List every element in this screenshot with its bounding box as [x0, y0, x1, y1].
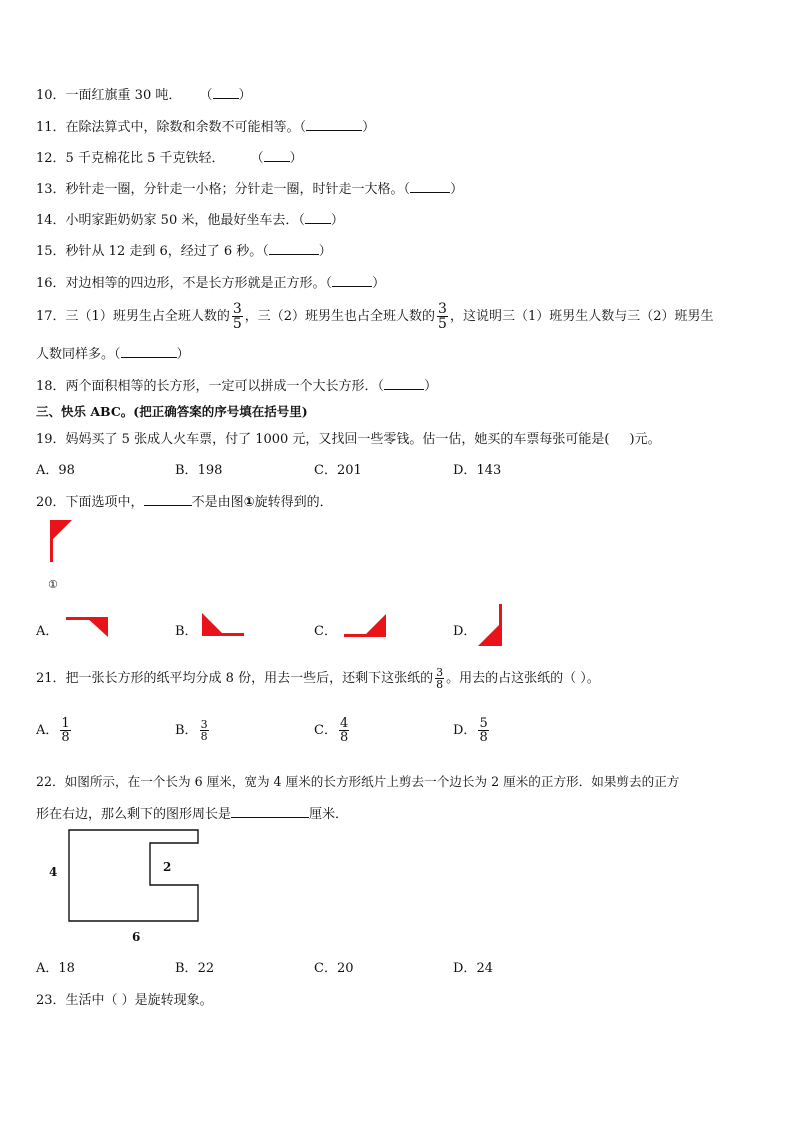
flag-triangle [86, 617, 108, 637]
question-text: 妈妈买了 5 张成人火车票，付了 1000 元，又找回一些零钱。估一估，她买的车票每张可能是( [65, 432, 610, 447]
question-text: 形在右边，那么剩下的图形周长是 [36, 807, 232, 822]
question-15 [36, 240, 332, 259]
question-21 [36, 660, 600, 698]
option-label: C． [314, 463, 337, 478]
fraction-denominator: 8 [61, 730, 70, 745]
answer-blank[interactable] [305, 211, 331, 224]
fraction-numerator: 1 [61, 716, 70, 731]
option-d[interactable] [453, 957, 493, 976]
question-number: 12． [36, 151, 66, 166]
option-value: 201 [336, 463, 362, 478]
option-label: C． [314, 723, 337, 738]
option-d[interactable]: D． [453, 624, 477, 639]
option-b[interactable] [175, 459, 222, 478]
question-text: 秒针从 12 走到 6，经过了 6 秒。（ [65, 244, 269, 259]
answer-blank[interactable] [410, 180, 450, 193]
fraction-denominator: 8 [200, 730, 208, 743]
option-fraction [478, 717, 488, 744]
option-d-figure[interactable] [478, 604, 504, 648]
answer-paren-close: ） [362, 120, 376, 135]
question-text: 厘米． [309, 807, 349, 822]
circled-one: ① [243, 495, 255, 510]
question-text: 下面选项中， [65, 495, 144, 510]
option-label: C． [314, 961, 337, 976]
fraction-numerator: 5 [479, 716, 488, 731]
option-label: D． [453, 723, 477, 738]
question-number: 16． [36, 276, 66, 291]
option-label: A． [36, 723, 59, 738]
option-fraction [60, 717, 70, 744]
option-value: 98 [58, 463, 75, 478]
question-text: 对边相等的四边形，不是长方形就是正方形。（ [65, 276, 333, 291]
answer-paren-close: ） [318, 244, 332, 259]
fraction-denominator: 8 [436, 678, 444, 691]
question-number: 10． [36, 88, 66, 103]
answer-blank[interactable] [384, 377, 424, 390]
answer-blank[interactable] [269, 242, 319, 255]
answer-blank[interactable] [231, 805, 309, 818]
question-10 [36, 84, 252, 103]
rectangle-outline [69, 830, 198, 921]
question-number: 14． [36, 213, 66, 228]
flag-triangle [50, 520, 72, 542]
question-number: 13． [36, 182, 66, 197]
question-tail: )元。 [629, 432, 661, 447]
fraction-denominator: 5 [232, 316, 242, 332]
answer-blank[interactable] [332, 274, 372, 287]
option-label: B． [175, 463, 198, 478]
answer-paren-open: （ [199, 88, 213, 103]
answer-blank[interactable] [121, 345, 177, 358]
fraction-denominator: 8 [479, 730, 488, 745]
fraction-numerator: 3 [232, 301, 242, 317]
option-a[interactable] [36, 459, 75, 478]
fraction-three-eighths [435, 667, 444, 690]
option-label: A． [36, 463, 59, 478]
answer-paren-close: ） [424, 379, 438, 394]
option-value: 24 [476, 961, 493, 976]
question-text: 如图所示，在一个长为 6 厘米，宽为 4 厘米的长方形纸片上剪去一个边长为 2 厘米的正方形．如果剪去的正方 [64, 774, 680, 789]
option-b[interactable] [175, 957, 214, 976]
option-value: 20 [336, 961, 354, 976]
question-text: 5 千克棉花比 5 千克铁轻． [65, 151, 225, 166]
question-number: 15． [36, 244, 66, 259]
figure-label: ① [48, 578, 58, 591]
option-c[interactable] [314, 957, 354, 976]
fraction-three-fifths [437, 302, 448, 331]
option-fraction [200, 719, 209, 742]
option-value: 18 [58, 961, 75, 976]
option-fraction [339, 717, 349, 744]
question-text-part1: 三（1）班男生占全班人数的 [65, 309, 230, 324]
question-text: 秒针走一圈，分针走一小格；分针走一圈，时针走一大格。（ [65, 182, 411, 197]
fraction-three-fifths [232, 302, 243, 331]
fraction-numerator: 3 [200, 718, 208, 731]
question-number: 22． [36, 774, 65, 789]
flag-figure [50, 520, 76, 562]
question-17-line2 [36, 343, 190, 362]
option-d[interactable] [453, 459, 501, 478]
flag-triangle [202, 613, 223, 634]
option-value: 22 [197, 961, 215, 976]
option-c-figure[interactable] [344, 614, 388, 638]
option-c[interactable] [314, 712, 351, 750]
question-11 [36, 116, 375, 135]
question-text: 不是由图 [191, 495, 244, 510]
option-a[interactable]: A． [36, 624, 59, 639]
option-value: 198 [197, 463, 223, 478]
option-a[interactable] [36, 712, 73, 750]
question-number: 18． [36, 379, 66, 394]
option-value: 143 [476, 463, 502, 478]
option-c[interactable]: C． [314, 624, 337, 639]
question-13 [36, 178, 463, 197]
question-text-line2: 人数同样多。（ [36, 347, 121, 362]
option-c[interactable] [314, 459, 362, 478]
fraction-numerator: 4 [339, 716, 349, 731]
question-text: 把一张长方形的纸平均分成 8 份，用去一些后，还剩下这张纸的 [65, 671, 434, 686]
question-text-part3: ，这说明三（1）班男生人数与三（2）班男生 [449, 309, 714, 324]
option-label: B． [175, 961, 198, 976]
figure-label-height: 4 [49, 865, 58, 879]
question-tail: 旋转得到的． [254, 495, 333, 510]
question-number: 21． [36, 671, 66, 686]
question-text: 生活中（ ）是旋转现象。 [65, 993, 213, 1008]
option-label: D． [453, 463, 477, 478]
question-number: 20． [36, 495, 66, 510]
fraction-denominator: 8 [339, 730, 349, 745]
flag-triangle [478, 624, 500, 646]
question-17 [36, 297, 714, 337]
option-d[interactable] [453, 712, 491, 750]
fraction-numerator: 3 [438, 301, 447, 317]
option-a-figure[interactable] [66, 617, 110, 639]
question-text: 在除法算式中，除数和余数不可能相等。（ [65, 120, 307, 135]
figure-label-cut: 2 [163, 860, 172, 874]
option-b[interactable]: B． [175, 624, 198, 639]
question-18 [36, 375, 437, 394]
answer-paren-close: ） [330, 213, 344, 228]
question-20 [36, 491, 333, 510]
answer-blank[interactable] [144, 493, 192, 506]
question-number: 11． [36, 120, 66, 135]
flag-triangle [365, 614, 386, 635]
option-a[interactable] [36, 957, 75, 976]
question-number: 19． [36, 432, 66, 447]
fraction-denominator: 5 [438, 316, 447, 332]
question-text-part2: ，三（2）班男生也占全班人数的 [244, 309, 436, 324]
question-number: 17． [36, 309, 66, 324]
question-number: 23． [36, 993, 66, 1008]
option-label: A． [36, 961, 59, 976]
question-12 [36, 147, 303, 166]
option-b-figure[interactable] [202, 613, 246, 637]
question-text: 两个面积相等的长方形，一定可以拼成一个大长方形．（ [65, 379, 385, 394]
question-text: 一面红旗重 30 吨． [65, 88, 182, 103]
option-label: D． [453, 961, 477, 976]
question-tail: 。用去的占这张纸的（ ）。 [446, 671, 600, 686]
fraction-numerator: 3 [436, 666, 444, 679]
question-22 [36, 771, 679, 790]
question-19 [36, 428, 661, 447]
answer-paren-close: ） [372, 276, 386, 291]
answer-paren-close: ） [176, 347, 190, 362]
figure-label-width: 6 [132, 930, 141, 944]
answer-blank[interactable] [306, 118, 362, 131]
section-title: 三、快乐 ABC。(把正确答案的序号填在括号里) [36, 404, 308, 419]
answer-paren-close: ） [238, 88, 252, 103]
option-label: B． [175, 723, 198, 738]
answer-paren-close: ） [450, 182, 464, 197]
question-22-line2 [36, 803, 348, 822]
question-16 [36, 272, 385, 291]
answer-blank[interactable] [264, 149, 290, 162]
answer-blank[interactable] [213, 86, 239, 99]
answer-paren-open: （ [250, 151, 264, 166]
question-23 [36, 989, 213, 1008]
question-text: 小明家距奶奶家 50 米，他最好坐车去．（ [65, 213, 305, 228]
option-b[interactable] [175, 712, 211, 750]
answer-paren-close: ） [289, 151, 303, 166]
cut-rectangle-figure [68, 829, 202, 923]
question-14 [36, 209, 344, 228]
